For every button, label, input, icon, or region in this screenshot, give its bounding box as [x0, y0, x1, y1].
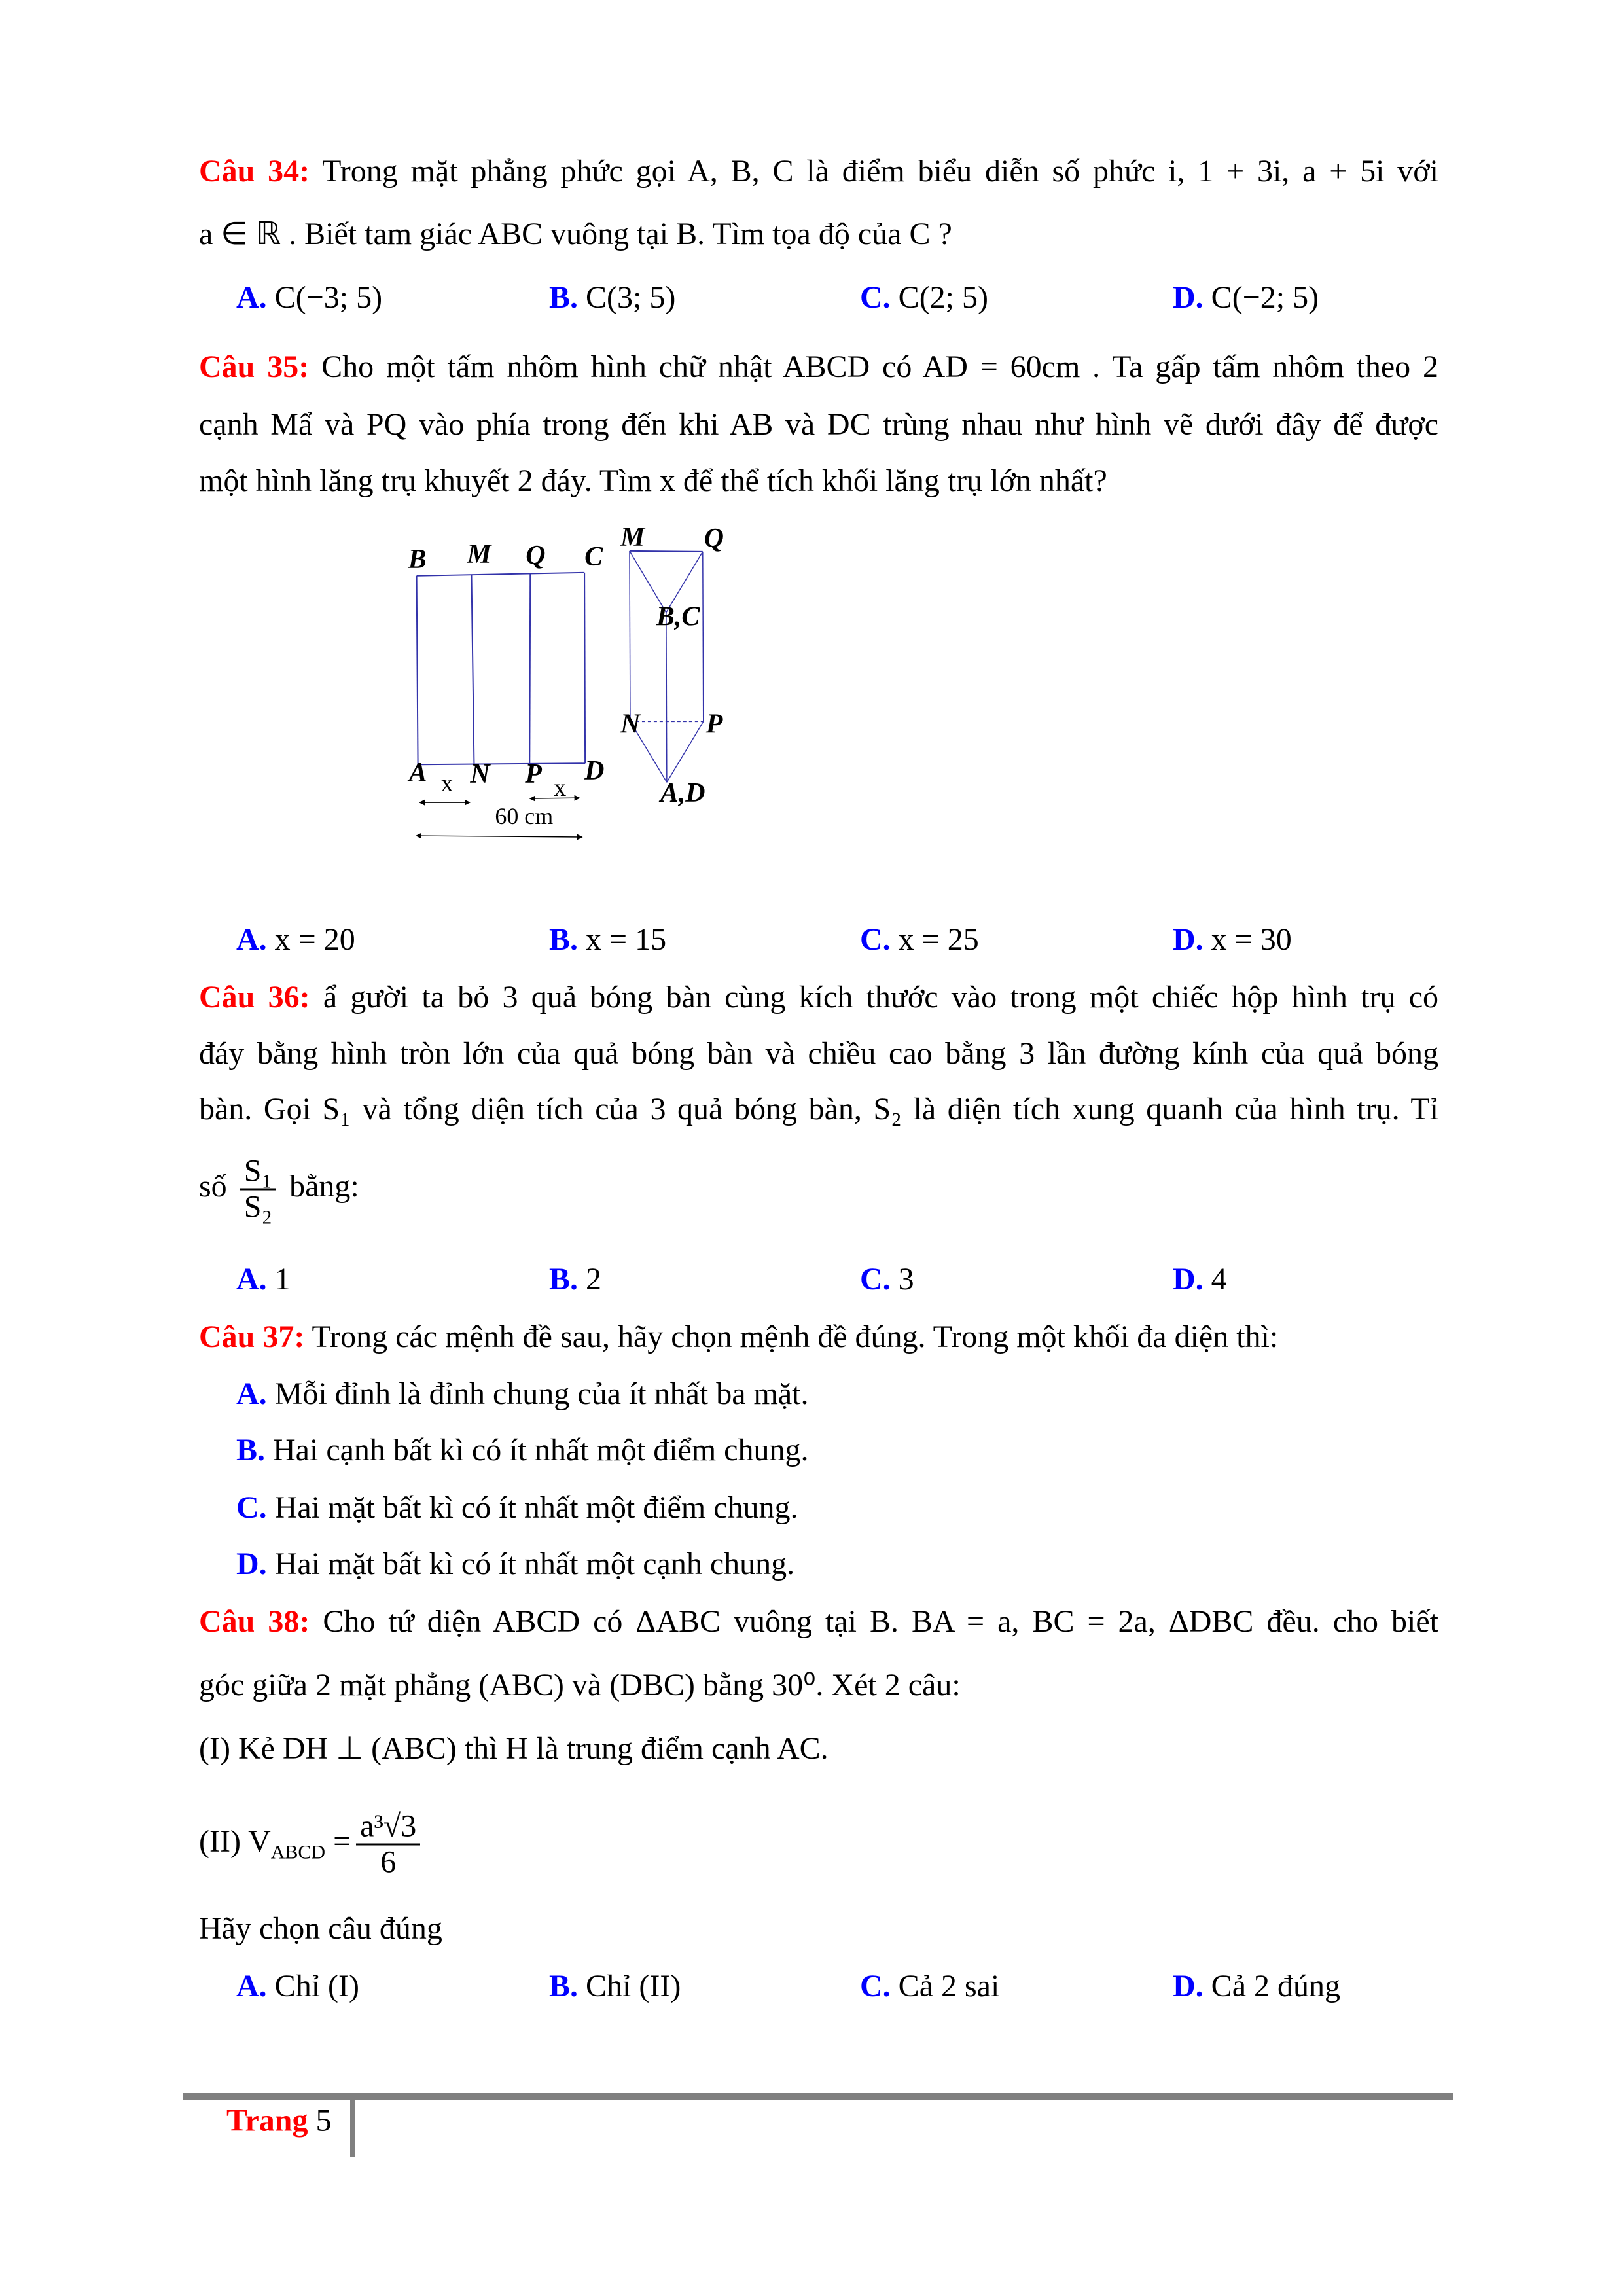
- q34-line1: [199, 152, 1438, 191]
- option-key: D.: [1173, 1969, 1204, 2003]
- option-text: x = 30: [1211, 922, 1292, 957]
- option-key: A.: [236, 280, 267, 315]
- q35-option-c[interactable]: [860, 920, 979, 960]
- q38-line2: góc giữa 2 mặt phẳng (ABC) và (DBC) bằng 30⁰. Xét 2 câu:: [199, 1668, 961, 1702]
- q34-option-b[interactable]: [549, 278, 675, 317]
- option-key: C.: [860, 922, 891, 957]
- option-key: A.: [236, 1262, 267, 1297]
- unfolded-rectangle: [417, 573, 586, 764]
- option-text: Hai mặt bất kì có ít nhất một điểm chung.: [274, 1490, 798, 1525]
- label-p: P: [525, 759, 542, 790]
- option-text: Hai mặt bất kì có ít nhất một cạnh chung.: [274, 1547, 795, 1581]
- q36-option-a[interactable]: [236, 1260, 291, 1299]
- q37-text: Trong các mệnh đề sau, hãy chọn mệnh đề đúng. Trong một khối đa diện thì:: [312, 1319, 1279, 1354]
- ratio-fraction: [240, 1155, 276, 1225]
- q37-option-d[interactable]: [236, 1545, 794, 1584]
- edge-ad: [418, 763, 586, 764]
- option-key: C.: [860, 1969, 891, 2003]
- fraction-denominator: 6: [380, 1844, 397, 1880]
- label-m: M: [467, 539, 491, 569]
- edge-ab: [417, 576, 418, 764]
- option-text: C(2; 5): [898, 280, 988, 315]
- option-text: 1: [274, 1262, 291, 1297]
- length-arrow: [417, 836, 582, 837]
- prism: [630, 551, 704, 782]
- option-text: 3: [898, 1262, 914, 1297]
- q34-option-a[interactable]: [236, 278, 382, 317]
- fraction-numerator: a³√3: [356, 1810, 420, 1846]
- q38-label: Câu 38:: [199, 1604, 310, 1639]
- q36-line2: đáy bằng hình tròn lớn của quả bóng bàn và chiều cao bằng 3 lần đường kính của quả bóng: [199, 1036, 1438, 1071]
- option-text: C(−3; 5): [274, 280, 383, 315]
- q36-line4: [199, 1155, 1438, 1225]
- fraction-denominator: S₂: [243, 1189, 273, 1225]
- volume-fraction: [356, 1810, 420, 1880]
- q36-option-d[interactable]: [1173, 1260, 1227, 1299]
- q34-option-d[interactable]: [1173, 278, 1319, 317]
- option-text: Chỉ (I): [274, 1969, 359, 2003]
- option-key: C.: [860, 1262, 891, 1297]
- q36-line4-post: bằng:: [289, 1169, 359, 1204]
- q36-line1: [199, 978, 1438, 1017]
- q34-label: Câu 34:: [199, 154, 310, 188]
- option-text: Hai cạnh bất kì có ít nhất một điểm chung.: [273, 1433, 809, 1467]
- q37-option-a[interactable]: [236, 1374, 809, 1414]
- q35-option-a[interactable]: [236, 920, 355, 960]
- q35-figure: [393, 511, 1243, 877]
- prism-label-q: Q: [704, 523, 724, 554]
- option-key: C.: [236, 1490, 267, 1525]
- option-text: x = 25: [898, 922, 979, 957]
- option-key: D.: [236, 1547, 267, 1581]
- q36-line3: bàn. Gọi S₁ và tổng diện tích của 3 quả bóng bàn, S₂ là diện tích xung quanh của hình trụ. Tỉ: [199, 1092, 1438, 1126]
- label-x-right: x: [554, 774, 567, 802]
- fraction-numerator: S₁: [240, 1155, 276, 1191]
- edge-bc: [417, 573, 585, 576]
- fold-qp: [529, 574, 530, 764]
- option-key: D.: [1173, 1262, 1204, 1297]
- label-b: B: [408, 544, 427, 575]
- option-text: 2: [586, 1262, 602, 1297]
- page-number: [226, 2103, 331, 2139]
- prism-label-p: P: [705, 709, 723, 740]
- fold-mn: [471, 575, 474, 764]
- q35-line3: một hình lăng trụ khuyết 2 đáy. Tìm x để thể tích khối lăng trụ lớn nhất?: [199, 463, 1107, 498]
- option-key: B.: [549, 1262, 579, 1297]
- q38-option-a[interactable]: [236, 1967, 359, 2006]
- q37-option-b[interactable]: [236, 1431, 808, 1470]
- option-key: C.: [860, 280, 891, 315]
- q36-line4-pre: số: [199, 1169, 227, 1204]
- q38-line1: [199, 1602, 1438, 1641]
- q37-option-c[interactable]: [236, 1488, 798, 1528]
- q35-option-d[interactable]: [1173, 920, 1292, 960]
- q35-option-b[interactable]: [549, 920, 666, 960]
- option-key: B.: [549, 922, 579, 957]
- q36-text: ẩ gười ta bỏ 3 quả bóng bàn cùng kích thước vào trong một chiếc hộp hình trụ có: [323, 980, 1439, 1014]
- label-q: Q: [526, 540, 546, 571]
- footer-divider: [350, 2098, 355, 2157]
- label-60cm: 60 cm: [495, 803, 554, 830]
- q38-prompt: Hãy chọn câu đúng: [199, 1911, 442, 1946]
- q38-option-d[interactable]: [1173, 1967, 1340, 2006]
- option-key: B.: [236, 1433, 266, 1467]
- option-key: D.: [1173, 922, 1204, 957]
- q38-option-b[interactable]: [549, 1967, 681, 2006]
- label-a: A: [408, 758, 427, 789]
- option-key: D.: [1173, 280, 1204, 315]
- option-text: Mỗi đỉnh là đỉnh chung của ít nhất ba mặt.: [274, 1376, 809, 1411]
- label-x-left: x: [440, 770, 454, 798]
- option-key: B.: [549, 1969, 579, 2003]
- q38-statement-1: (I) Kẻ DH ⊥ (ABC) thì H là trung điểm cạnh AC.: [199, 1731, 829, 1766]
- q38-statement-2: [199, 1810, 1438, 1880]
- option-key: A.: [236, 922, 267, 957]
- page-label: Trang: [226, 2103, 308, 2138]
- q34-line2: a ∈ ℝ . Biết tam giác ABC vuông tại B. Tìm tọa độ của C ?: [199, 217, 952, 251]
- option-key: B.: [549, 280, 579, 315]
- option-key: A.: [236, 1376, 267, 1411]
- option-key: A.: [236, 1969, 267, 2003]
- q34-text: Trong mặt phẳng phức gọi A, B, C là điểm biểu diễn số phức i, 1 + 3i, a + 5i với: [322, 154, 1439, 188]
- prism-label-n: N: [620, 709, 641, 740]
- q34-option-c[interactable]: [860, 278, 988, 317]
- footer-rule: [183, 2093, 1453, 2100]
- label-d: D: [584, 756, 605, 787]
- q36-option-c[interactable]: [860, 1260, 914, 1299]
- option-text: Cả 2 đúng: [1211, 1969, 1340, 2003]
- q37-label: Câu 37:: [199, 1319, 305, 1354]
- volume-subscript: ABCD: [270, 1841, 326, 1863]
- volume-symbol: (II) V: [199, 1824, 271, 1859]
- edge-cd: [584, 573, 585, 763]
- q38-option-c[interactable]: [860, 1967, 999, 2006]
- option-text: x = 20: [274, 922, 355, 957]
- q38-text: Cho tứ diện ABCD có ΔABC vuông tại B. BA = a, BC = 2a, ΔDBC đều. cho biết: [323, 1604, 1439, 1639]
- option-text: C(−2; 5): [1211, 280, 1319, 315]
- q35-line2: cạnh Mẩ và PQ vào phía trong đến khi AB và DC trùng nhau như hình vẽ dưới đây để được: [199, 407, 1438, 442]
- q36-label: Câu 36:: [199, 980, 310, 1014]
- option-text: 4: [1211, 1262, 1227, 1297]
- q35-line1: [199, 348, 1438, 387]
- option-text: C(3; 5): [586, 280, 676, 315]
- q37-line1: [199, 1318, 1438, 1357]
- q36-option-b[interactable]: [549, 1260, 601, 1299]
- q35-text: Cho một tấm nhôm hình chữ nhật ABCD có AD = 60cm . Ta gấp tấm nhôm theo 2: [321, 350, 1439, 384]
- q35-label: Câu 35:: [199, 350, 310, 384]
- equals-sign: =: [333, 1824, 351, 1859]
- option-text: x = 15: [586, 922, 667, 957]
- prism-label-ad: A,D: [660, 778, 705, 809]
- label-c: C: [584, 541, 603, 572]
- option-text: Chỉ (II): [586, 1969, 681, 2003]
- prism-label-m: M: [620, 522, 645, 552]
- page-value: 5: [315, 2103, 332, 2138]
- label-n: N: [470, 759, 490, 790]
- prism-label-bc: B,C: [656, 601, 700, 632]
- option-text: Cả 2 sai: [898, 1969, 1000, 2003]
